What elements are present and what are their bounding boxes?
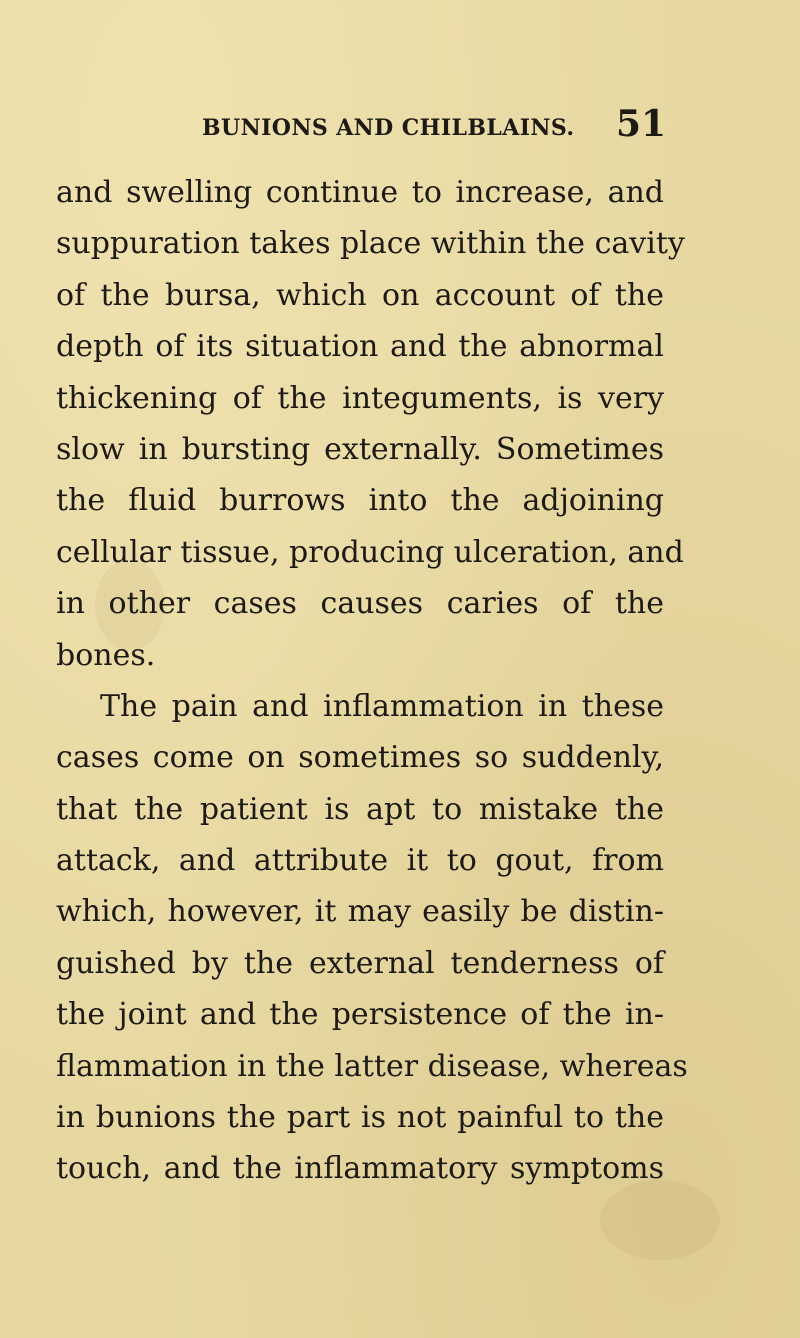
paragraph-first-line: The pain and inflammation in these (100, 688, 664, 724)
text-line: in other cases causes caries of the (56, 586, 664, 622)
text-line: the fluid burrows into the adjoining (56, 483, 664, 519)
text-line: flammation in the latter disease, whereas (56, 1048, 688, 1084)
text-line: that the patient is apt to mistake the (56, 791, 664, 827)
page-header (0, 103, 800, 163)
page-number: 51 (616, 103, 667, 145)
text-line: suppuration takes place within the cavity (56, 226, 685, 262)
text-line: depth of its situation and the abnormal (56, 329, 664, 365)
text-line: thickening of the integuments, is very (56, 380, 664, 416)
text-line: of the bursa, which on account of the (56, 277, 664, 313)
text-line: touch, and the inflammatory symptoms (56, 1151, 664, 1187)
text-line: in bunions the part is not painful to the (56, 1100, 664, 1136)
paragraph-end-line: bones. (56, 637, 156, 673)
running-head: BUNIONS AND CHILBLAINS. (202, 115, 575, 141)
text-line: cellular tissue, producing ulceration, and (56, 534, 684, 570)
text-line: the joint and the persistence of the in- (56, 997, 664, 1033)
text-line: cases come on sometimes so suddenly, (56, 740, 664, 776)
text-line: guished by the external tenderness of (56, 945, 664, 981)
text-line: attack, and attribute it to gout, from (56, 843, 664, 879)
text-line: slow in bursting externally. Sometimes (56, 431, 664, 467)
body-text (56, 167, 688, 1195)
text-line: which, however, it may easily be distin- (56, 894, 664, 930)
text-line: and swelling continue to increase, and (56, 175, 664, 210)
